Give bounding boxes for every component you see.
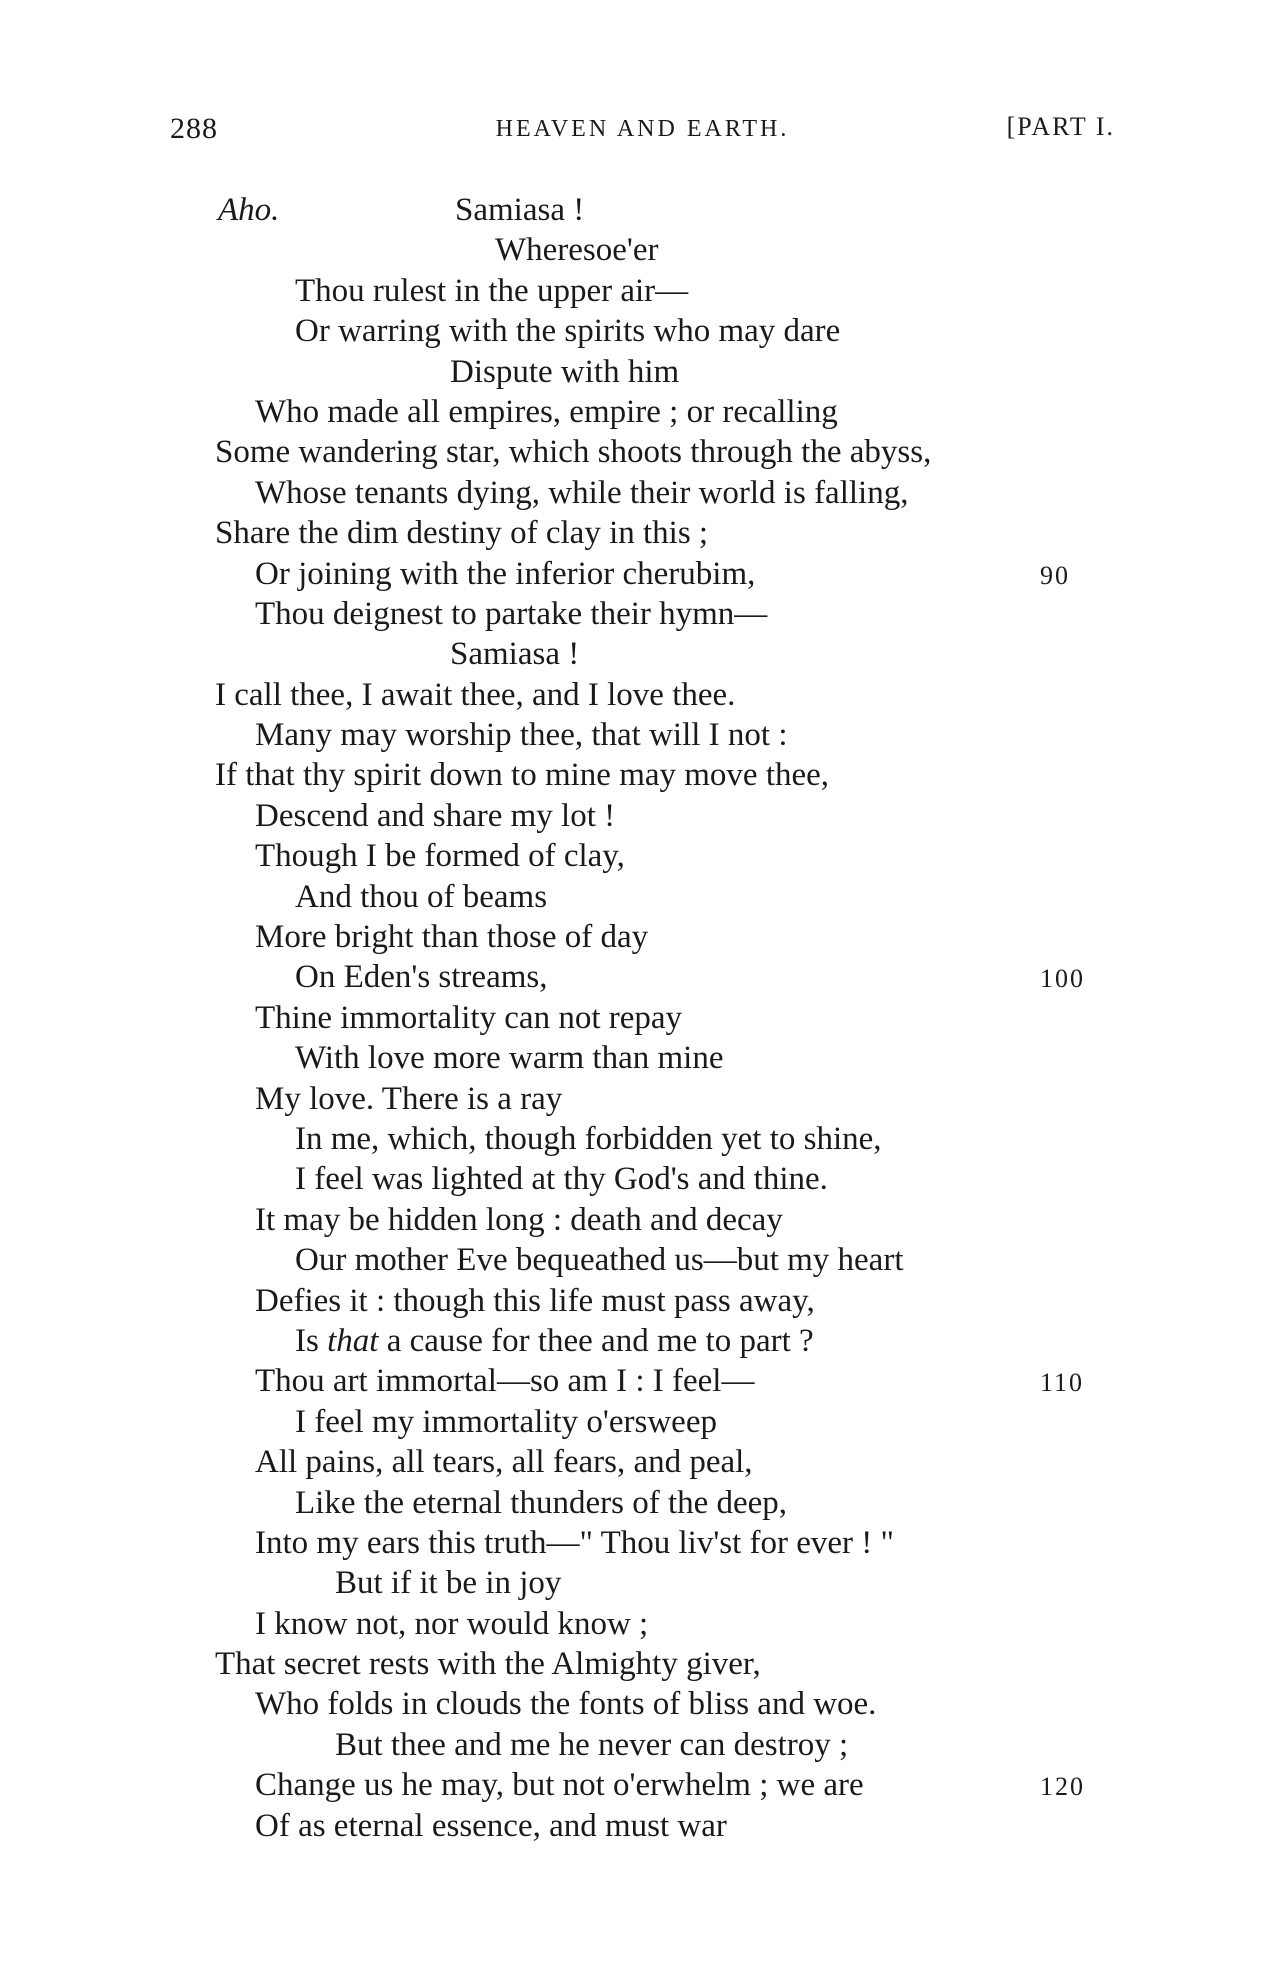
running-header <box>170 112 1115 152</box>
poem-line-text: With love more warm than mine <box>295 1040 724 1077</box>
poem-line <box>0 1240 1275 1280</box>
poem-line-text: I know not, nor would know ; <box>255 1605 649 1642</box>
poem-line-text: Defies it : though this life must pass away, <box>255 1282 815 1319</box>
poem-line <box>0 1200 1275 1240</box>
poem-line <box>0 352 1275 392</box>
poem-line <box>0 311 1275 351</box>
poem-line <box>0 1806 1275 1846</box>
poem-line-text: Thou rulest in the upper air— <box>295 272 689 309</box>
poem-line <box>0 392 1275 432</box>
poem-line <box>0 634 1275 674</box>
poem-line <box>0 1159 1275 1199</box>
part-label: [PART I. <box>1006 112 1115 141</box>
poem-line-text: Who folds in clouds the fonts of bliss and woe. <box>255 1686 877 1723</box>
poem-line <box>0 715 1275 755</box>
poem-line-text: I feel was lighted at thy God's and thine. <box>295 1161 828 1198</box>
poem-line <box>0 1119 1275 1159</box>
poem-line-text: That secret rests with the Almighty giver, <box>215 1646 761 1683</box>
poem-line-text: All pains, all tears, all fears, and peal, <box>255 1444 753 1481</box>
poem-line-text: Wheresoe'er <box>495 232 659 269</box>
poem-line <box>0 1038 1275 1078</box>
poem-line <box>0 1644 1275 1684</box>
running-title: HEAVEN AND EARTH. <box>495 116 790 142</box>
poem-line-text: Our mother Eve bequeathed us—but my heart <box>295 1242 904 1279</box>
poem-line-text: Or joining with the inferior cherubim, <box>255 555 756 592</box>
poem-line-text: Thine immortality can not repay <box>255 999 683 1036</box>
poem-line <box>0 1523 1275 1563</box>
poem-line <box>0 1361 1275 1401</box>
poem-line-text: More bright than those of day <box>255 919 649 956</box>
poem-line <box>0 675 1275 715</box>
poem-line-text: Is that a cause for thee and me to part ? <box>295 1322 814 1359</box>
poem-line-text: My love. There is a ray <box>255 1080 563 1117</box>
poem-line <box>0 271 1275 311</box>
line-number: 110 <box>1040 1368 1085 1398</box>
poem-line-text: It may be hidden long : death and decay <box>255 1201 783 1238</box>
line-number: 100 <box>1040 964 1085 994</box>
poem-line <box>0 1483 1275 1523</box>
poem-line <box>0 796 1275 836</box>
poem-line-text: In me, which, though forbidden yet to shine, <box>295 1120 882 1157</box>
poem-line-text: Thou deignest to partake their hymn— <box>255 595 768 632</box>
emphasis: that <box>327 1322 379 1359</box>
poem-line-text: Who made all empires, empire ; or recalling <box>255 393 838 430</box>
poem-line-text: I feel my immortality o'ersweep <box>295 1403 717 1440</box>
poem-line <box>0 473 1275 513</box>
poem-line <box>0 190 1275 230</box>
poem-line <box>0 594 1275 634</box>
poem-line-text: Dispute with him <box>450 353 680 390</box>
poem-line-text: I call thee, I await thee, and I love thee. <box>215 676 736 713</box>
poem-line <box>0 554 1275 594</box>
poem-line-text: Though I be formed of clay, <box>255 838 625 875</box>
poem-line <box>0 877 1275 917</box>
poem-line-text: Into my ears this truth—" Thou liv'st for ever ! " <box>255 1524 895 1561</box>
poem-line <box>0 1321 1275 1361</box>
poem-line-text: And thou of beams <box>295 878 548 915</box>
poem-line <box>0 230 1275 270</box>
poem-line-text: Like the eternal thunders of the deep, <box>295 1484 788 1521</box>
poem-line-text: Samiasa ! <box>455 192 585 228</box>
poem-line <box>0 1402 1275 1442</box>
page-number: 288 <box>170 112 218 145</box>
poem-line-text: Some wandering star, which shoots through the abyss, <box>215 434 932 471</box>
line-number: 120 <box>1040 1772 1085 1802</box>
poem-line <box>0 1442 1275 1482</box>
poem-line <box>0 1725 1275 1765</box>
poem-line <box>0 1684 1275 1724</box>
poem-line <box>0 1765 1275 1805</box>
poem-line-text: Whose tenants dying, while their world is falling, <box>255 474 909 511</box>
poem-line <box>0 432 1275 472</box>
poem-line <box>0 755 1275 795</box>
poem-line-text: Or warring with the spirits who may dare <box>295 313 841 350</box>
poem-line <box>0 957 1275 997</box>
poem-line-text: Thou art immortal—so am I : I feel— <box>255 1363 755 1400</box>
poem-line-text: Of as eternal essence, and must war <box>255 1807 727 1844</box>
poem-line-text: Descend and share my lot ! <box>255 797 616 834</box>
poem-line <box>0 1604 1275 1644</box>
poem-line <box>0 998 1275 1038</box>
poem-line <box>0 1079 1275 1119</box>
poem-line <box>0 836 1275 876</box>
poem-line-text: Many may worship thee, that will I not : <box>255 717 788 754</box>
poem-line-text: Change us he may, but not o'erwhelm ; we are <box>255 1767 864 1804</box>
poem-line-text: Samiasa ! <box>450 636 580 673</box>
poem-line-text: But thee and me he never can destroy ; <box>335 1726 849 1763</box>
poem-line <box>0 917 1275 957</box>
poem-line <box>0 1563 1275 1603</box>
poem-line <box>0 1281 1275 1321</box>
line-number: 90 <box>1040 560 1070 590</box>
speaker-name: Aho. <box>218 192 280 228</box>
poem-body <box>0 190 1275 1846</box>
poem-line <box>0 513 1275 553</box>
poem-line-text: If that thy spirit down to mine may move thee, <box>215 757 830 794</box>
poem-line-text: Share the dim destiny of clay in this ; <box>215 515 709 552</box>
poem-line-text: But if it be in joy <box>335 1565 562 1602</box>
poem-line-text: On Eden's streams, <box>295 959 548 996</box>
